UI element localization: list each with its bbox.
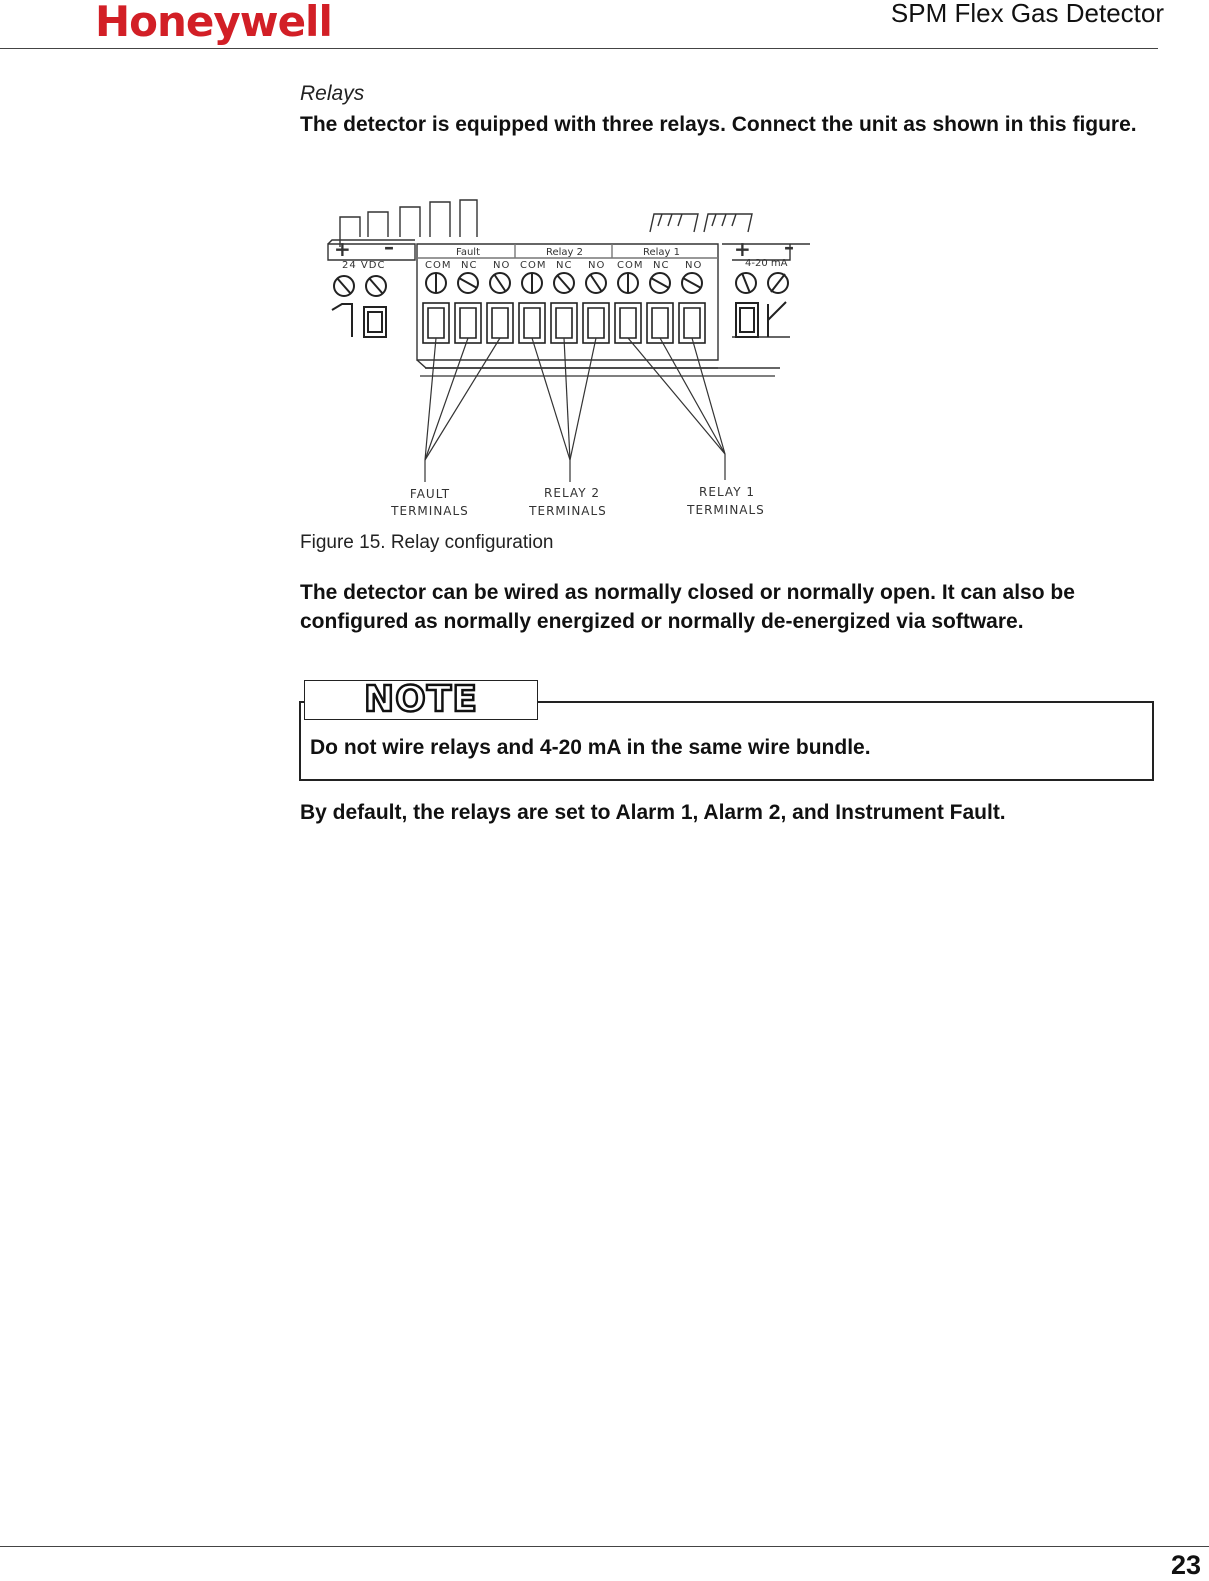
note-heading-tab bbox=[304, 680, 538, 720]
com-relay2-label: COM bbox=[520, 260, 547, 271]
fault-terminals-label-2: TERMINALS bbox=[391, 504, 469, 518]
com-fault-label: COM bbox=[425, 260, 452, 271]
relay1-terminals-label-1: RELAY 1 bbox=[699, 485, 755, 499]
note-heading: NOTE bbox=[364, 679, 478, 720]
relay2-label: Relay 2 bbox=[546, 247, 584, 258]
no-relay1-label: NO bbox=[685, 260, 703, 271]
nc-relay2-label: NC bbox=[556, 260, 573, 271]
plus-right-label: + bbox=[734, 237, 751, 261]
nc-relay1-label: NC bbox=[653, 260, 670, 271]
relay2-terminals-label-1: RELAY 2 bbox=[544, 486, 600, 500]
fault-label: Fault bbox=[456, 247, 480, 258]
wiring-paragraph: The detector can be wired as normally closed or normally open. It can also be configured as normally energized or normally de-energized via software. bbox=[300, 581, 1075, 633]
note-text: Do not wire relays and 4-20 mA in the same wire bundle. bbox=[310, 736, 871, 759]
footer-rule bbox=[0, 1546, 1209, 1547]
relay1-terminals-label-2: TERMINALS bbox=[687, 503, 765, 517]
com-relay1-label: COM bbox=[617, 260, 644, 271]
no-fault-label: NO bbox=[493, 260, 511, 271]
relay-wiring-diagram bbox=[320, 192, 820, 522]
relay2-terminals-label-2: TERMINALS bbox=[529, 504, 607, 518]
minus-right-label: – bbox=[784, 235, 794, 259]
defaults-paragraph: By default, the relays are set to Alarm 1, Alarm 2, and Instrument Fault. bbox=[300, 801, 1006, 824]
intro-paragraph: The detector is equipped with three relays. Connect the unit as shown in this figure. bbox=[300, 113, 1137, 136]
ma-label: 4-20 mA bbox=[745, 258, 788, 269]
plus-left-label: + bbox=[334, 237, 351, 261]
figure-caption: Figure 15. Relay configuration bbox=[300, 532, 554, 553]
fault-terminals-label-1: FAULT bbox=[409, 487, 451, 501]
header-rule bbox=[0, 48, 1158, 49]
document-title: SPM Flex Gas Detector bbox=[890, 0, 1164, 28]
page-number: 23 bbox=[1170, 1550, 1201, 1580]
section-heading: Relays bbox=[300, 82, 365, 105]
no-relay2-label: NO bbox=[588, 260, 606, 271]
vdc-label: 24 VDC bbox=[342, 260, 386, 271]
nc-fault-label: NC bbox=[461, 260, 478, 271]
relay1-label: Relay 1 bbox=[643, 247, 681, 258]
honeywell-logo: Honeywell bbox=[95, 0, 332, 46]
minus-left-label: – bbox=[384, 235, 394, 259]
